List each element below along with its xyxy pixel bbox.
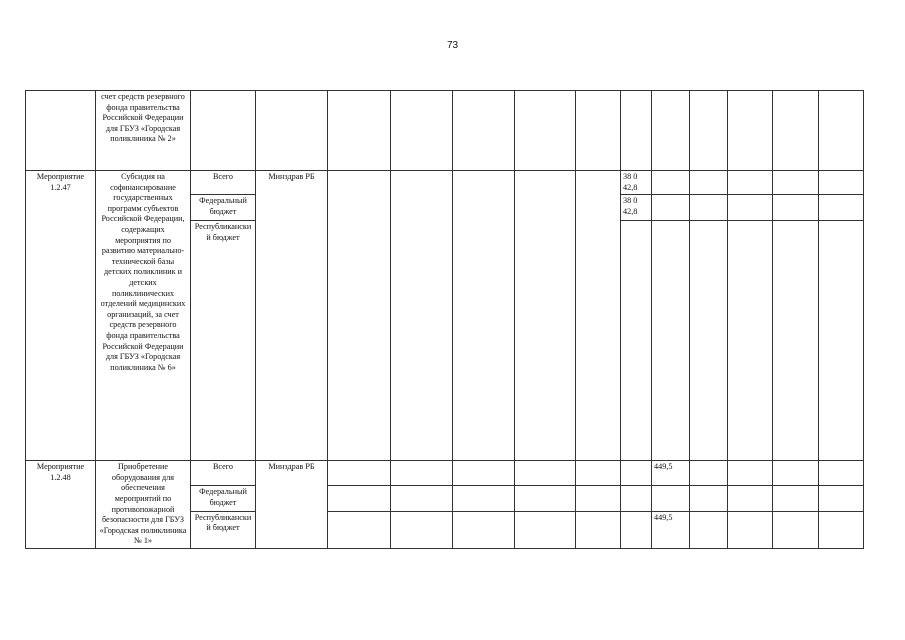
cell-empty — [515, 171, 576, 461]
cell-empty — [576, 485, 621, 511]
cell-empty — [453, 485, 515, 511]
cell-empty — [690, 485, 728, 511]
cell-empty — [773, 171, 819, 195]
cell-empty — [773, 221, 819, 461]
cell-empty — [773, 485, 819, 511]
cell-empty — [728, 91, 773, 171]
cell-empty — [453, 171, 515, 461]
cell-empty — [621, 461, 652, 486]
cell-code-empty — [26, 91, 96, 171]
cell-empty — [453, 511, 515, 548]
cell-empty — [819, 485, 864, 511]
cell-empty — [773, 461, 819, 486]
cell-empty — [819, 461, 864, 486]
table-row-1248-total — [26, 461, 864, 486]
cell-empty — [773, 195, 819, 221]
cell-empty — [621, 91, 652, 171]
cell-empty — [690, 461, 728, 486]
cell-empty — [328, 91, 391, 171]
cell-empty — [515, 91, 576, 171]
cell-empty — [576, 511, 621, 548]
cell-empty — [690, 171, 728, 195]
cell-empty — [728, 171, 773, 195]
cell-empty — [621, 511, 652, 548]
cell-empty — [453, 461, 515, 486]
cell-source-republic: Республиканский бюджет — [191, 221, 256, 461]
cell-empty — [690, 221, 728, 461]
page-number: 73 — [446, 40, 459, 51]
cell-amount-republic — [621, 221, 652, 461]
cell-empty — [515, 511, 576, 548]
cell-empty — [328, 511, 391, 548]
cell-empty — [652, 171, 690, 195]
cell-amount-federal — [652, 485, 690, 511]
cell-empty — [690, 91, 728, 171]
cell-empty — [773, 91, 819, 171]
cell-source-republic: Республиканский бюджет — [191, 511, 256, 548]
cell-empty — [391, 171, 453, 461]
cell-empty — [515, 461, 576, 486]
cell-amount-total: 38 0 42,8 — [621, 171, 652, 195]
cell-executor: Минздрав РБ — [256, 171, 328, 461]
cell-event-code: Мероприятие 1.2.47 — [26, 171, 96, 461]
cell-executor: Минздрав РБ — [256, 461, 328, 549]
cell-event-name: Субсидия на софинансирование государственных программ субъектов Российской Федерации, содержащих мероприятия по развитию материально-технической базы детских поликлиник и детских поликлинических отделений медицинских организаций, за счет средств резервного фонда правительства Российской Федерации для ГБУЗ «Городская поликлиника № 6» — [96, 171, 191, 461]
cell-event-name: счет средств резервного фонда правительства Российской Федерации для ГБУЗ «Городская поликлиника № 2» — [96, 91, 191, 171]
cell-empty — [391, 461, 453, 486]
cell-empty — [515, 485, 576, 511]
cell-empty — [576, 171, 621, 461]
cell-source-federal: Федеральный бюджет — [191, 485, 256, 511]
cell-amount-republic: 449,5 — [652, 511, 690, 548]
table-row-1247-total — [26, 171, 864, 195]
cell-event-name: Приобретение оборудования для обеспечения мероприятий по противопожарной безопасности для ГБУЗ «Городская поликлиника № 1» — [96, 461, 191, 549]
cell-empty — [328, 461, 391, 486]
cell-empty — [652, 221, 690, 461]
cell-source-total: Всего — [191, 171, 256, 195]
cell-empty — [328, 171, 391, 461]
cell-empty — [819, 171, 864, 195]
cell-source-federal: Федеральный бюджет — [191, 195, 256, 221]
cell-empty — [391, 511, 453, 548]
cell-empty — [819, 221, 864, 461]
cell-empty — [191, 91, 256, 171]
cell-amount-federal: 38 0 42,8 — [621, 195, 652, 221]
cell-empty — [621, 485, 652, 511]
cell-empty — [773, 511, 819, 548]
cell-empty — [690, 511, 728, 548]
budget-table — [25, 90, 864, 549]
cell-empty — [690, 195, 728, 221]
cell-empty — [819, 195, 864, 221]
cell-empty — [391, 485, 453, 511]
cell-empty — [728, 485, 773, 511]
cell-empty — [728, 195, 773, 221]
cell-amount-total: 449,5 — [652, 461, 690, 486]
cell-empty — [576, 91, 621, 171]
cell-empty — [576, 461, 621, 486]
cell-event-code: Мероприятие 1.2.48 — [26, 461, 96, 549]
cell-empty — [652, 91, 690, 171]
cell-empty — [328, 485, 391, 511]
cell-empty — [728, 461, 773, 486]
cell-source-total: Всего — [191, 461, 256, 486]
cell-empty — [391, 91, 453, 171]
cell-empty — [256, 91, 328, 171]
table-row-carry — [26, 91, 864, 171]
cell-empty — [728, 511, 773, 548]
cell-empty — [819, 511, 864, 548]
cell-empty — [728, 221, 773, 461]
cell-empty — [453, 91, 515, 171]
cell-empty — [652, 195, 690, 221]
cell-empty — [819, 91, 864, 171]
